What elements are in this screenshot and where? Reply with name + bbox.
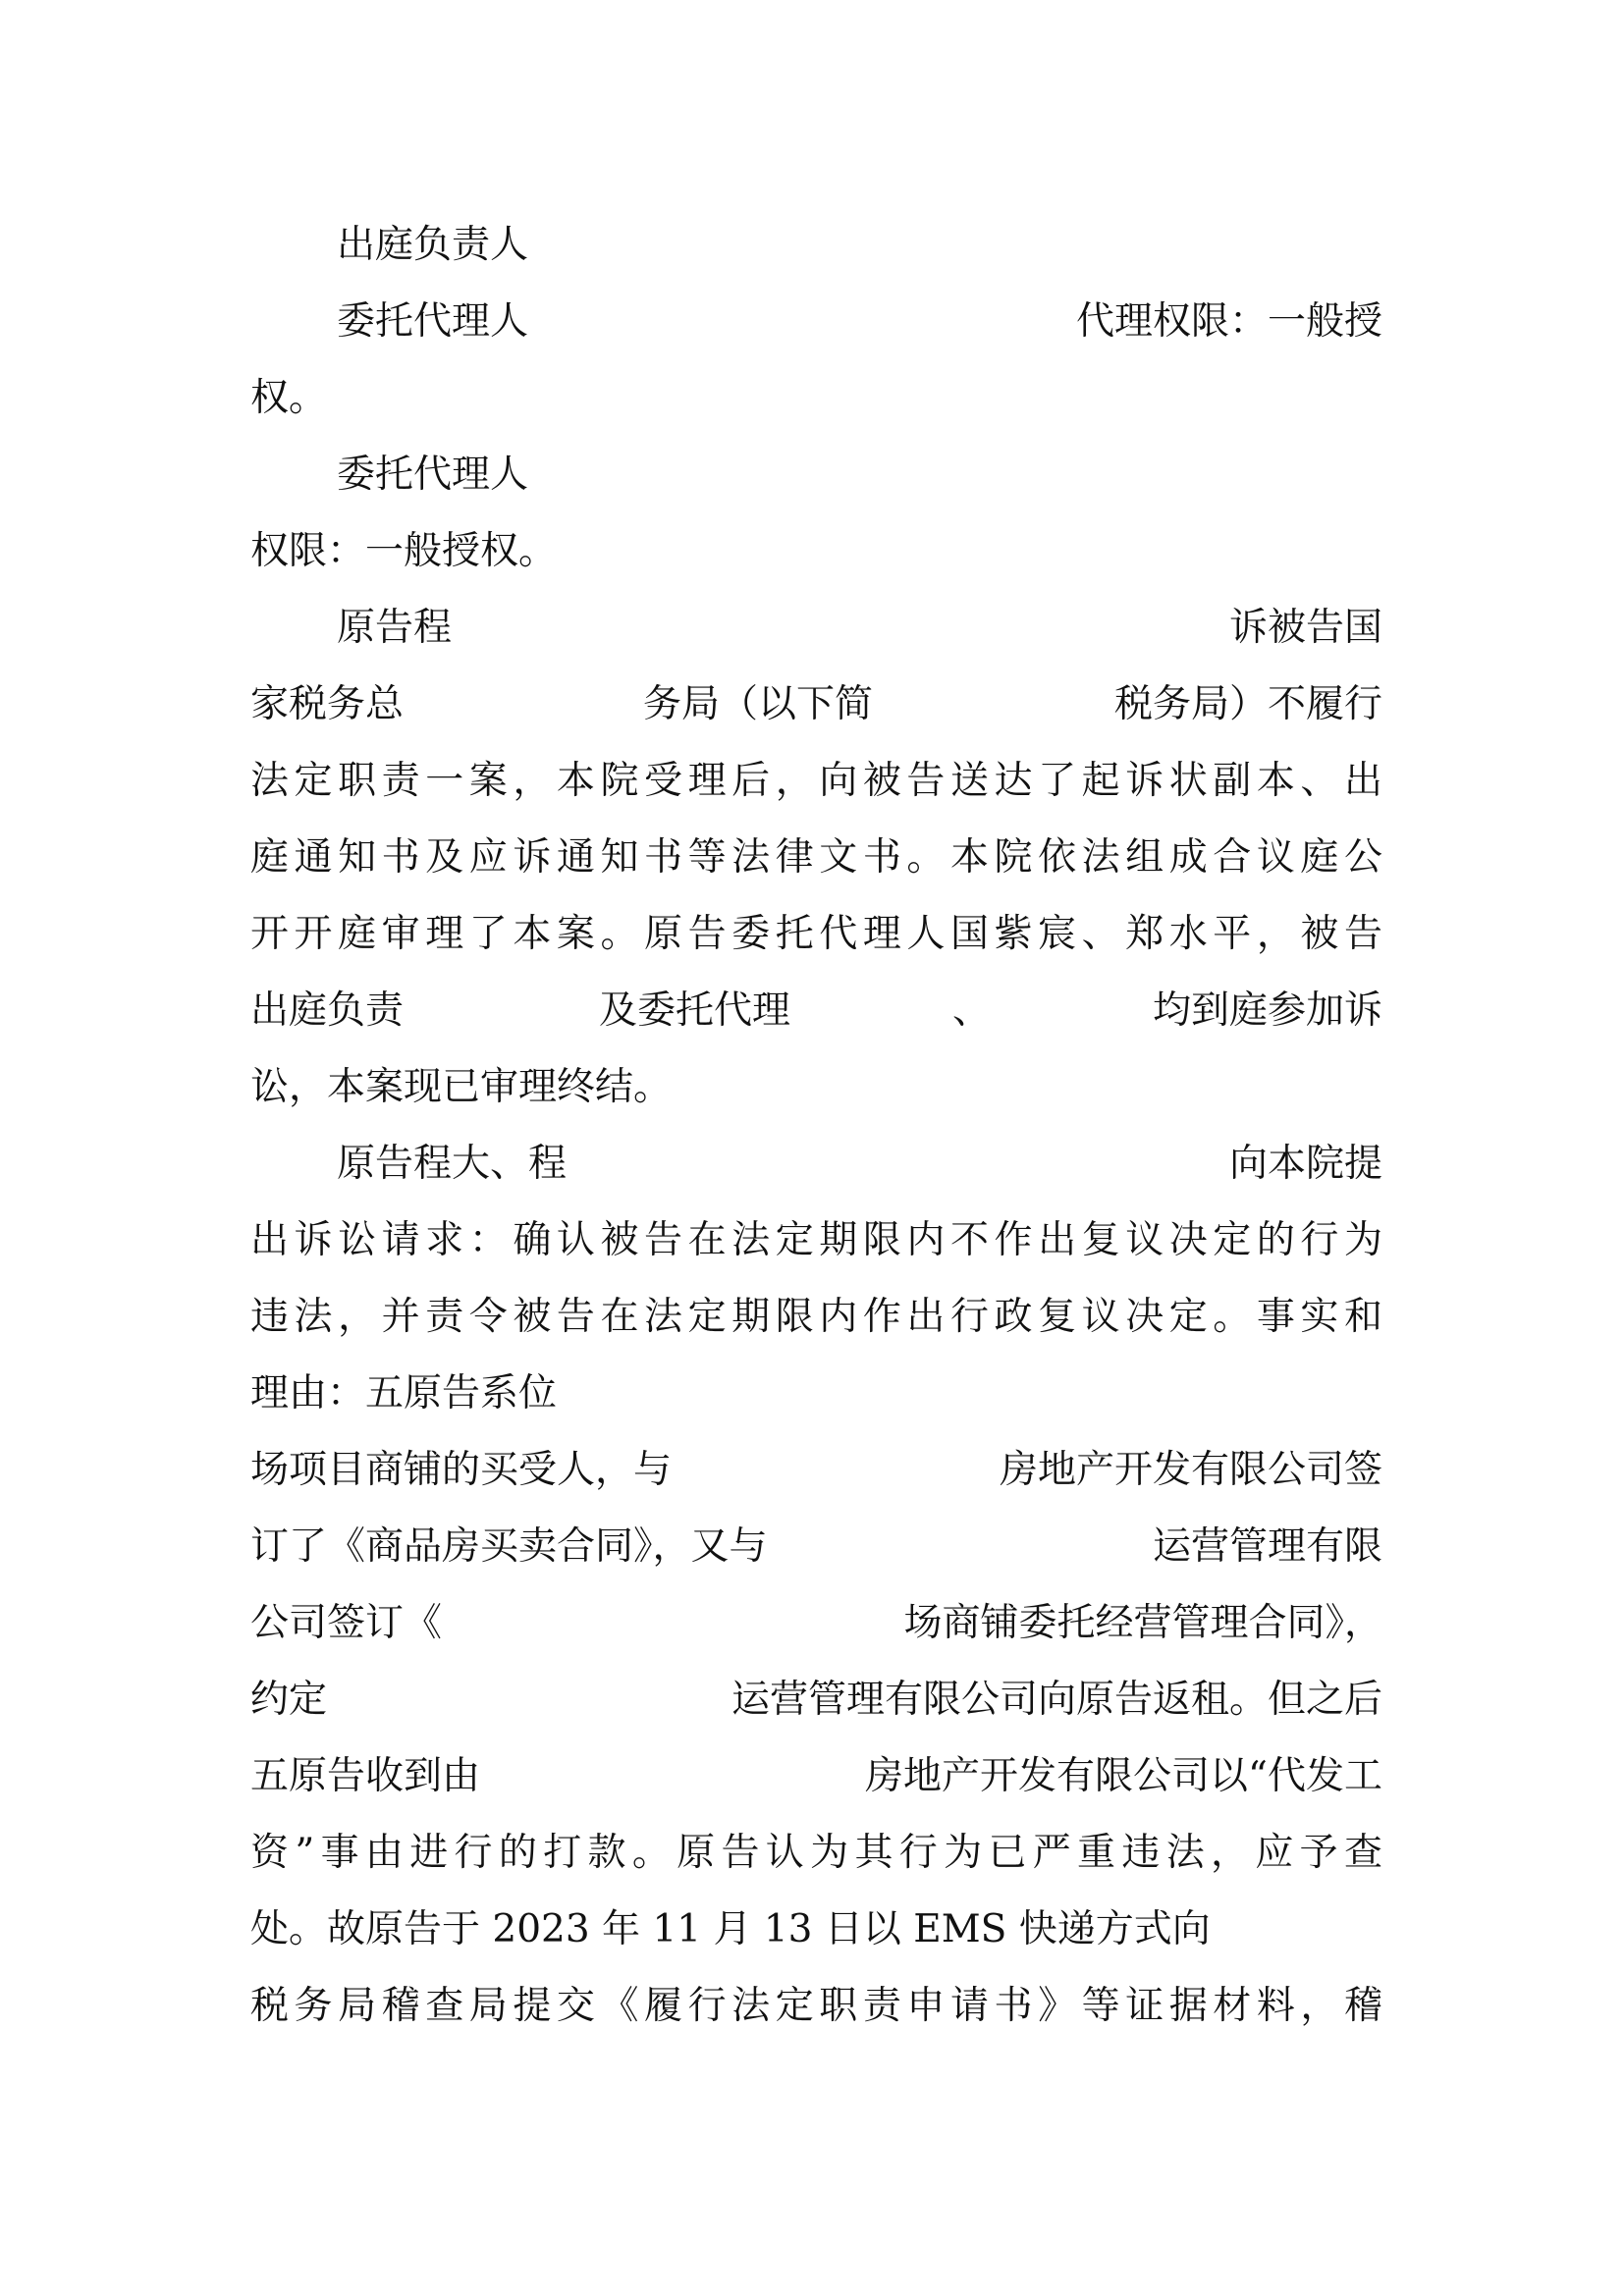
- text-segment: 场项目商铺的买受人，与: [250, 1448, 673, 1492]
- text-segment: 税务局）不履行: [1113, 682, 1382, 726]
- text-line: [250, 1671, 1382, 1730]
- text-segment: 运营管理有限公司向原告返租。但之后: [731, 1678, 1382, 1722]
- text-line: [250, 1135, 1382, 1194]
- text-segment: 原告程: [337, 606, 453, 650]
- text-segment: 诉被告国: [1228, 606, 1382, 650]
- text-segment: 违法，并责令被告在法定期限内作出行政复议决定。事实和: [250, 1295, 1382, 1339]
- text-segment: 庭通知书及应诉通知书等法律文书。本院依法组成合议庭公: [250, 835, 1382, 880]
- text-segment: 运营管理有限: [1152, 1524, 1382, 1569]
- text-line: [250, 1747, 1382, 1806]
- text-line: [250, 1900, 1382, 1959]
- text-segment: 房地产开发有限公司以“代发工: [865, 1754, 1382, 1798]
- text-line: [250, 1211, 1382, 1270]
- text-segment: 代理权限：一般授: [1075, 299, 1382, 344]
- text-line: [250, 216, 1382, 275]
- text-line: [250, 522, 1382, 581]
- text-segment: 出诉讼请求：确认被告在法定期限内不作出复议决定的行为: [250, 1218, 1382, 1262]
- text-segment: 开开庭审理了本案。原告委托代理人国紫宸、郑水平，被告: [250, 912, 1382, 956]
- text-segment: 约定: [250, 1678, 328, 1722]
- text-segment: 法定职责一案，本院受理后，向被告送达了起诉状副本、出: [250, 759, 1382, 803]
- text-segment: 务局（以下简: [643, 682, 874, 726]
- text-segment: 房地产开发有限公司签: [999, 1448, 1382, 1492]
- text-segment: 讼，本案现已审理终结。: [250, 1065, 673, 1109]
- text-segment: 五原告收到由: [250, 1754, 481, 1798]
- text-line: [250, 982, 1382, 1041]
- text-segment: 处。故原告于 2023 年 11 月 13 日以 EMS 快递方式向: [250, 1907, 1211, 1951]
- text-segment: 、: [952, 988, 992, 1033]
- text-line: [250, 1977, 1382, 2036]
- text-segment: 家税务总: [250, 682, 405, 726]
- text-segment: 委托代理人: [337, 299, 529, 344]
- text-segment: 委托代理人: [337, 453, 529, 497]
- text-segment: 公司签订《: [250, 1601, 443, 1645]
- text-segment: 订了《商品房买卖合同》，又与: [250, 1524, 768, 1569]
- text-line: [250, 1058, 1382, 1117]
- text-segment: 均到庭参加诉: [1152, 988, 1382, 1033]
- text-segment: 权限：一般授权。: [250, 529, 558, 573]
- text-segment: 理由：五原告系位: [250, 1371, 558, 1415]
- text-line: [250, 905, 1382, 964]
- text-segment: 原告程大、程: [337, 1142, 568, 1186]
- text-segment: 及委托代理: [599, 988, 791, 1033]
- text-line: [250, 293, 1382, 351]
- text-segment: 权。: [250, 376, 328, 420]
- text-line: [250, 828, 1382, 887]
- text-segment: 场商铺委托经营管理合同》，: [903, 1601, 1382, 1645]
- text-line: [250, 1824, 1382, 1883]
- text-segment: 资”事由进行的打款。原告认为其行为已严重违法，应予查: [250, 1831, 1382, 1875]
- text-line: [250, 1364, 1382, 1423]
- text-line: [250, 1288, 1382, 1347]
- text-line: [250, 1441, 1382, 1500]
- text-line: [250, 675, 1382, 734]
- text-line: [250, 369, 1382, 428]
- text-line: [250, 446, 1382, 505]
- text-segment: 税务局稽查局提交《履行法定职责申请书》等证据材料，稽: [250, 1984, 1382, 2028]
- text-line: [250, 1594, 1382, 1653]
- text-line: [250, 1518, 1382, 1576]
- text-line: [250, 752, 1382, 811]
- text-segment: 出庭负责人: [337, 223, 529, 267]
- text-line: [250, 599, 1382, 658]
- text-segment: 出庭负责: [250, 988, 405, 1033]
- text-segment: 向本院提: [1228, 1142, 1382, 1186]
